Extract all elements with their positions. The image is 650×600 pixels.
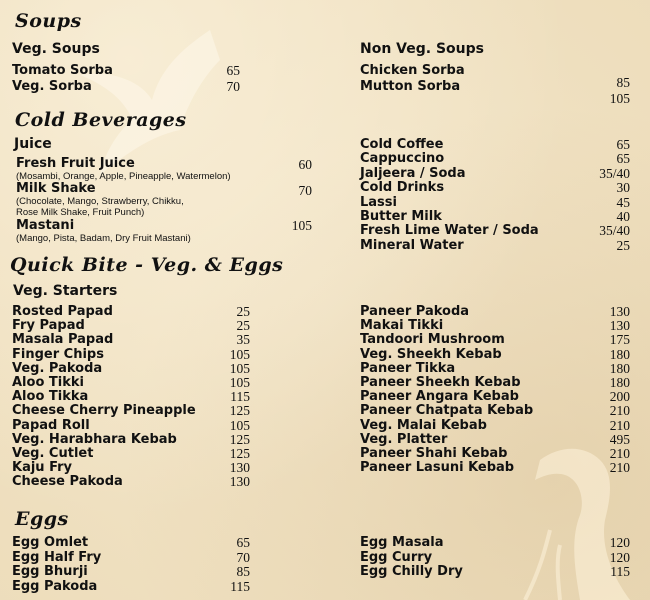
menu-item-price: 130 xyxy=(229,460,250,476)
subsection-juice: Juice xyxy=(14,136,52,152)
menu-item-price: 105 xyxy=(291,218,312,233)
menu-item-name: Kaju Fry xyxy=(12,460,73,476)
menu-item-price: 25 xyxy=(236,318,250,334)
section-title-cold-beverages: Cold Beverages xyxy=(15,109,187,131)
menu-item-price: 200 xyxy=(609,389,630,405)
menu-item-name: Fresh Fruit Juice xyxy=(16,156,135,171)
menu-item-name: Veg. Pakoda xyxy=(12,360,103,376)
menu-item-price: 65 xyxy=(616,151,630,167)
subsection-nonveg-soups: Non Veg. Soups xyxy=(360,41,484,57)
menu-item-name: Paneer Sheekh Kebab xyxy=(360,375,521,390)
menu-item-name: Rosted Papad xyxy=(12,304,113,319)
menu-item-price: 130 xyxy=(609,318,630,334)
menu-item-name: Egg Bhurji xyxy=(12,564,88,579)
menu-item-price: 25 xyxy=(236,304,250,319)
menu-item-price: 180 xyxy=(609,346,630,362)
menu-item-name: Lassi xyxy=(360,194,397,210)
menu-item-name: Veg. Malai Kebab xyxy=(360,417,487,433)
menu-item-price: 115 xyxy=(230,389,250,405)
menu-item-name: Egg Curry xyxy=(360,549,433,565)
menu-item-price: 115 xyxy=(610,564,630,579)
menu-item-price: 70 xyxy=(236,549,250,565)
menu-item-name: Paneer Angara Kebab xyxy=(360,389,519,405)
menu-item-price: 70 xyxy=(298,183,312,198)
menu-item-price: 125 xyxy=(229,431,250,447)
menu-item-price: 70 xyxy=(226,79,240,94)
menu-item-price: 130 xyxy=(229,474,250,490)
menu-item-price: 85 xyxy=(236,564,250,579)
menu-item-price: 210 xyxy=(609,403,630,419)
menu-item-name: Cold Coffee xyxy=(360,137,444,152)
menu-item-name: Chicken Sorba xyxy=(360,63,465,78)
menu-item-price: 35/40 xyxy=(599,223,630,239)
menu-item-name: Veg. Sorba xyxy=(12,79,92,94)
menu-item-price: 120 xyxy=(609,535,630,550)
menu-item-name: Paneer Shahi Kebab xyxy=(360,446,508,461)
menu-item-price: 60 xyxy=(298,157,312,172)
menu-item-name: Veg. Platter xyxy=(360,431,448,447)
menu-item-name: Paneer Chatpata Kebab xyxy=(360,403,534,419)
menu-item-name: Egg Masala xyxy=(360,535,444,550)
menu-item-price: 180 xyxy=(609,375,630,390)
menu-item-price: 105 xyxy=(229,417,250,433)
menu-item-price: 25 xyxy=(616,237,630,253)
menu-item-price: 105 xyxy=(229,360,250,376)
menu-item-price: 175 xyxy=(609,332,630,348)
menu-item-name: Milk Shake xyxy=(16,181,96,196)
menu-item-name: Egg Omlet xyxy=(12,535,89,550)
menu-item-price: 40 xyxy=(616,209,630,224)
menu-item-name: Paneer Pakoda xyxy=(360,304,470,319)
menu-item-name: Egg Half Fry xyxy=(12,549,102,565)
menu-item-name: Papad Roll xyxy=(12,417,90,433)
menu-item-name: Masala Papad xyxy=(12,332,114,348)
menu-item-price: 105 xyxy=(609,91,630,106)
menu-item-description: (Mosambi, Orange, Apple, Pineapple, Watermelon) xyxy=(16,171,231,182)
menu-item-name: Jaljeera / Soda xyxy=(360,165,466,181)
menu-item-name: Paneer Lasuni Kebab xyxy=(360,460,515,476)
menu-item-price: 180 xyxy=(609,360,630,376)
menu-item-price: 105 xyxy=(229,375,250,390)
menu-item-name: Butter Milk xyxy=(360,209,442,224)
menu-item-price: 65 xyxy=(616,137,630,152)
menu-item-name: Paneer Tikka xyxy=(360,360,456,376)
menu-item-price: 130 xyxy=(609,304,630,319)
menu-item-name: Veg. Cutlet xyxy=(12,446,94,461)
menu-item-price: 35 xyxy=(236,332,250,348)
menu-item-price: 495 xyxy=(609,431,630,447)
menu-item-name: Veg. Harabhara Kebab xyxy=(12,431,177,447)
menu-item-description: (Mango, Pista, Badam, Dry Fruit Mastani) xyxy=(16,233,191,244)
menu-item-name: Aloo Tikki xyxy=(12,375,84,390)
menu-item-name: Finger Chips xyxy=(12,346,104,362)
menu-item-price: 30 xyxy=(616,180,630,196)
menu-item-name: Aloo Tikka xyxy=(12,389,89,405)
menu-item-name: Tomato Sorba xyxy=(12,63,113,78)
menu-item-name: Cappuccino xyxy=(360,151,445,167)
menu-item-price: 65 xyxy=(226,63,240,78)
menu-item-price: 210 xyxy=(609,460,630,476)
menu-item-name: Fry Papad xyxy=(12,318,85,334)
menu-item-description: Rose Milk Shake, Fruit Punch) xyxy=(16,207,145,218)
section-title-soups: Soups xyxy=(15,10,82,32)
menu-item-name: Mutton Sorba xyxy=(360,79,461,94)
menu-item-price: 120 xyxy=(609,549,630,565)
menu-item-price: 210 xyxy=(609,446,630,461)
menu-item-name: Cheese Pakoda xyxy=(12,474,123,490)
section-title-quick-bite: Quick Bite - Veg. & Eggs xyxy=(10,254,284,276)
menu-item-name: Egg Chilly Dry xyxy=(360,564,463,579)
menu-item-name: Makai Tikki xyxy=(360,318,444,334)
menu-item-name: Cheese Cherry Pineapple xyxy=(12,403,196,419)
menu-item-price: 210 xyxy=(609,417,630,433)
menu-item-name: Cold Drinks xyxy=(360,180,445,196)
menu-item-name: Mineral Water xyxy=(360,237,464,253)
menu-item-name: Mastani xyxy=(16,218,75,233)
subsection-veg-soups: Veg. Soups xyxy=(12,41,100,57)
menu-item-price: 45 xyxy=(616,194,630,210)
menu-item-price: 85 xyxy=(616,75,630,90)
subsection-veg-starters: Veg. Starters xyxy=(13,283,118,299)
menu-item-name: Veg. Sheekh Kebab xyxy=(360,346,502,362)
menu-item-price: 65 xyxy=(236,535,250,550)
section-title-eggs: Eggs xyxy=(15,508,69,530)
menu-item-description: (Chocolate, Mango, Strawberry, Chikku, xyxy=(16,196,184,207)
menu-item-name: Egg Pakoda xyxy=(12,578,98,594)
menu-item-price: 35/40 xyxy=(599,165,630,181)
menu-item-price: 125 xyxy=(229,446,250,461)
menu-item-name: Tandoori Mushroom xyxy=(360,332,505,348)
menu-item-price: 105 xyxy=(229,346,250,362)
menu-item-name: Fresh Lime Water / Soda xyxy=(360,223,539,239)
menu-item-price: 125 xyxy=(229,403,250,419)
menu-item-price: 115 xyxy=(230,578,250,594)
